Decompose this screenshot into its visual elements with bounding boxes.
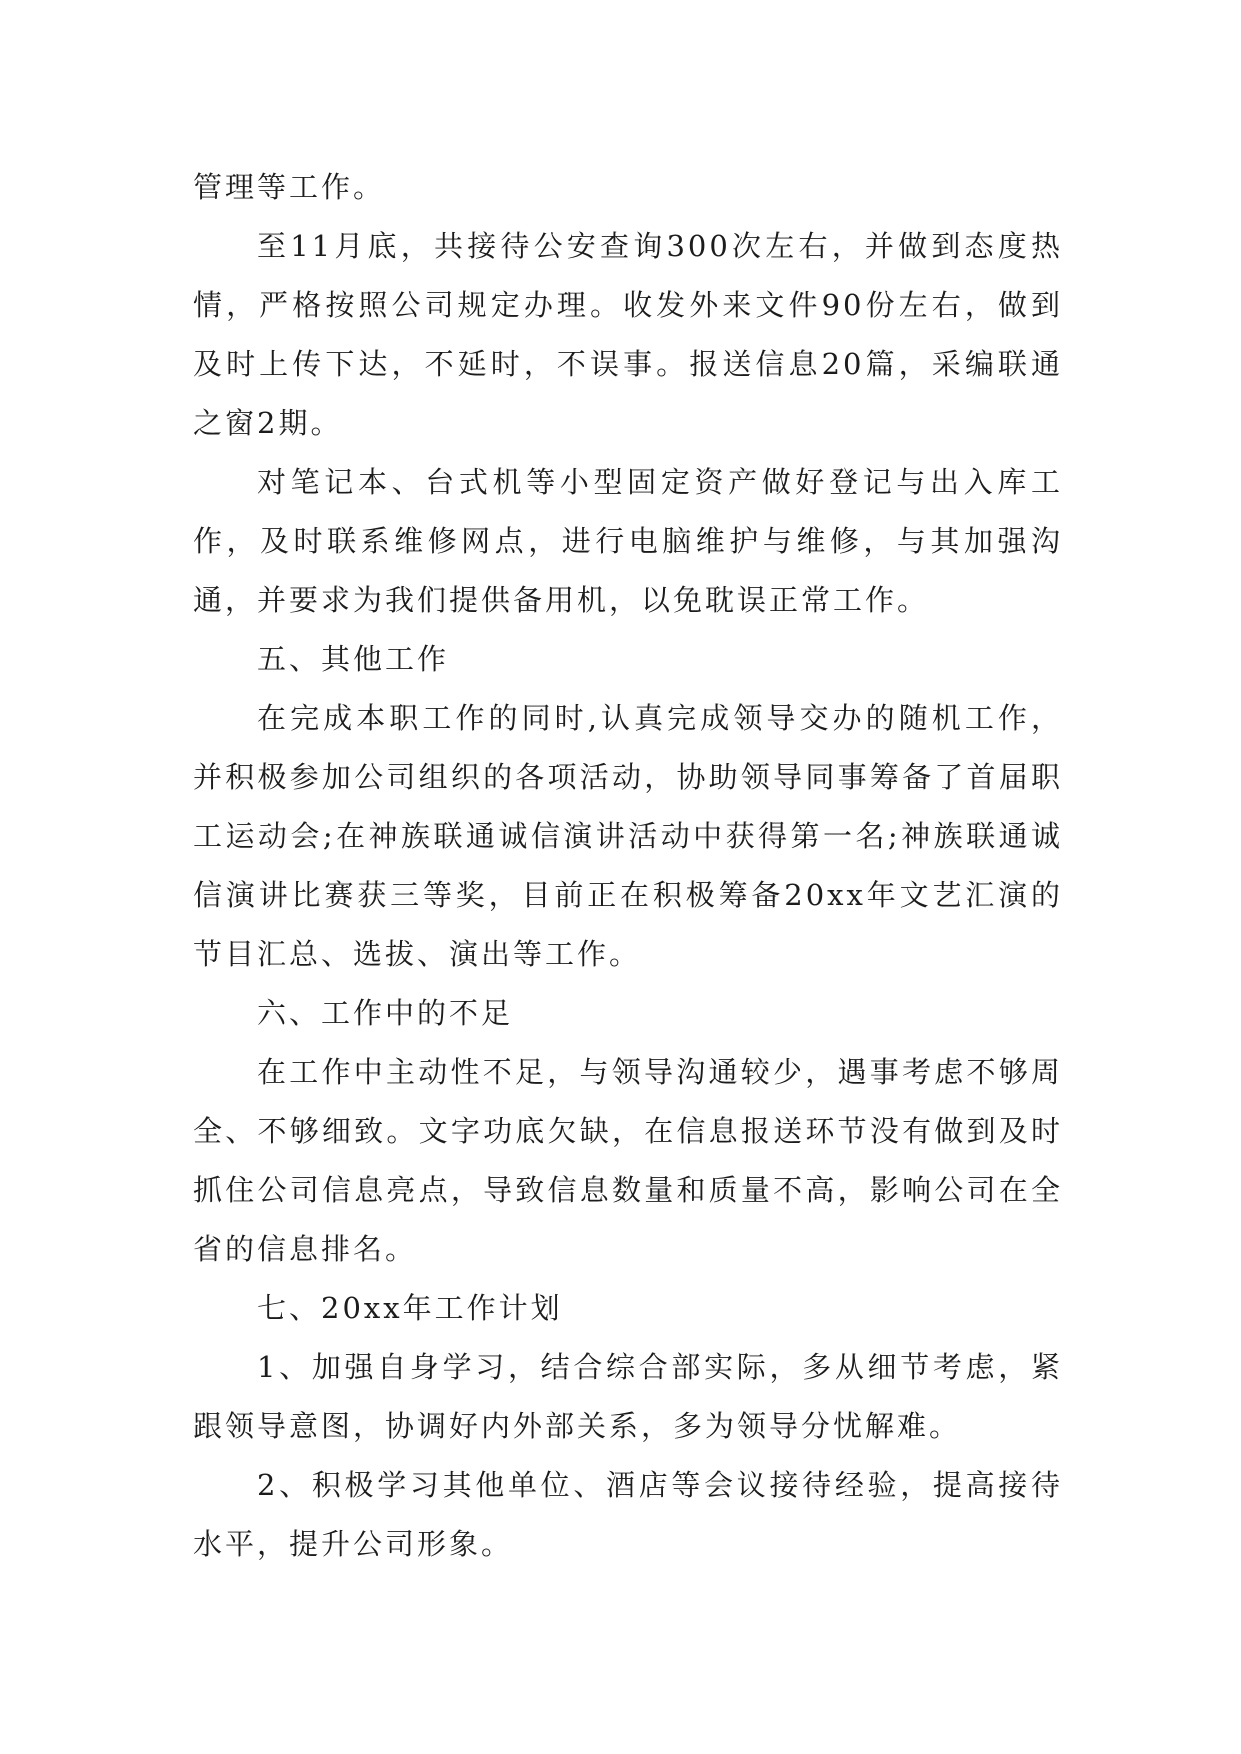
section-heading-7: 七、20xx年工作计划 [257,1291,563,1325]
paragraph-5: 在工作中主动性不足，与领导沟通较少，遇事考虑不够周全、不够细致。文字功底欠缺，在信息报送环节没有做到及时抓住公司信息亮点，导致信息数量和质量不高，影响公司在全省的信息排名。 [193,1055,1063,1266]
paragraph-1: 管理等工作。 [193,170,386,204]
paragraph-3: 对笔记本、台式机等小型固定资产做好登记与出入库工作，及时联系维修网点，进行电脑维护与维修，与其加强沟通，并要求为我们提供备用机，以免耽误正常工作。 [193,465,1063,617]
document-body [193,158,1063,1574]
plan-item-2: 2、积极学习其他单位、酒店等会议接待经验，提高接待水平，提升公司形象。 [193,1468,1063,1561]
plan-item-1: 1、加强自身学习，结合综合部实际，多从细节考虑，紧跟领导意图，协调好内外部关系，多为领导分忧解难。 [193,1350,1063,1443]
section-heading-5: 五、其他工作 [257,642,450,676]
paragraph-4: 在完成本职工作的同时,认真完成领导交办的随机工作，并积极参加公司组织的各项活动，协助领导同事筹备了首届职工运动会;在神族联通诚信演讲活动中获得第一名;神族联通诚信演讲比赛获三等奖，目前正在积极筹备20xx年文艺汇演的节目汇总、选拔、演出等工作。 [193,701,1063,971]
paragraph-2: 至11月底，共接待公安查询300次左右，并做到态度热情，严格按照公司规定办理。收发外来文件90份左右，做到及时上传下达，不延时，不误事。报送信息20篇，采编联通之窗2期。 [193,229,1063,440]
section-heading-6: 六、工作中的不足 [257,996,514,1030]
